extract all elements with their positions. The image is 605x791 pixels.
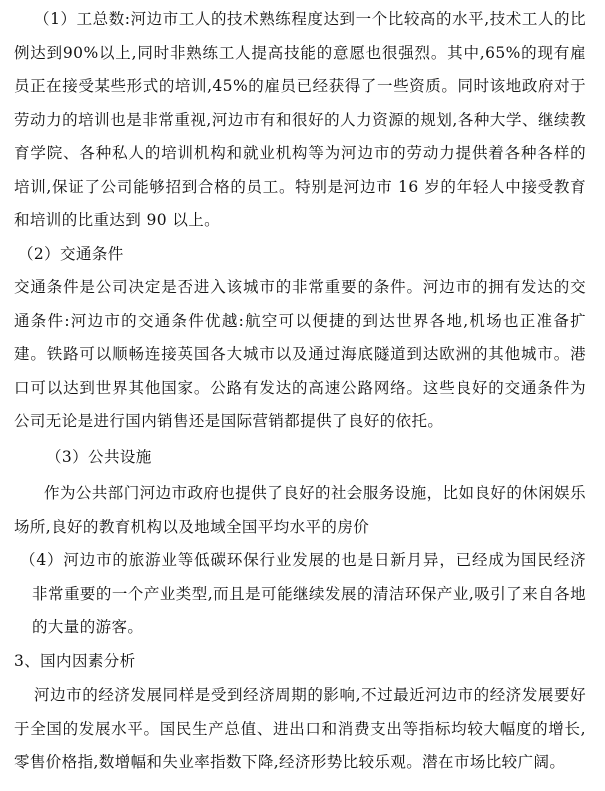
paragraph-domestic-analysis: 河边市的经济发展同样是受到经济周期的影响,不过最近河边市的经济发展要好于全国的发展水平。国民生产总值、进出口和消费支出等指标均较大幅度的增长,零售价格指,数增幅和失业率指数下降,经济形势比较乐观。潜在市场比较广阔。 — [14, 686, 586, 771]
paragraph-transport: 交通条件是公司决定是否进入该城市的非常重要的条件。河边市的拥有发达的交通条件:河边市的交通条件优越:航空可以便捷的到达世界各地,机场也正准备扩建。铁路可以顺畅连接英国各大城市以及通过海底隧道到达欧洲的其他城市。港口可以达到世界其他国家。公路有发达的高速公路网络。这些良好的交通条件为公司无论是进行国内销售还是国际营销都提供了良好的依托。 — [14, 278, 586, 430]
paragraph-labor: （1）工总数:河边市工人的技术熟练程度达到一个比较高的水平,技术工人的比例达到90%以上,同时非熟练工人提高技能的意愿也很强烈。其中,65%的现有雇员正在接受某些形式的培训,45%的雇员已经获得了一些资质。同时该地政府对于劳动力的培训也是非常重视,河边市有和很好的人力资源的规划,各种大学、继续教育学院、各种私人的培训机构和就业机构等为河边市的劳动力提供着各种各样的培训,保证了公司能够招到合格的员工。特别是河边市 16 岁的年轻人中接受教育和培训的比重达到 90 以上。 — [14, 10, 586, 229]
heading-facilities: （3）公共设施 — [46, 448, 152, 466]
paragraph-tourism: （4）河边市的旅游业等低碳环保行业发展的也是日新月异，已经成为国民经济非常重要的一个产业类型,而且是可能继续发展的清洁环保产业,吸引了来自各地的大量的游客。 — [20, 551, 586, 636]
paragraph-facilities: 作为公共部门河边市政府也提供了良好的社会服务设施，比如良好的休闲娱乐场所,良好的教育机构以及地域全国平均水平的房价 — [14, 484, 586, 536]
heading-domestic-analysis: 3、国内因素分析 — [14, 652, 136, 670]
heading-transport: （2）交通条件 — [18, 245, 124, 263]
